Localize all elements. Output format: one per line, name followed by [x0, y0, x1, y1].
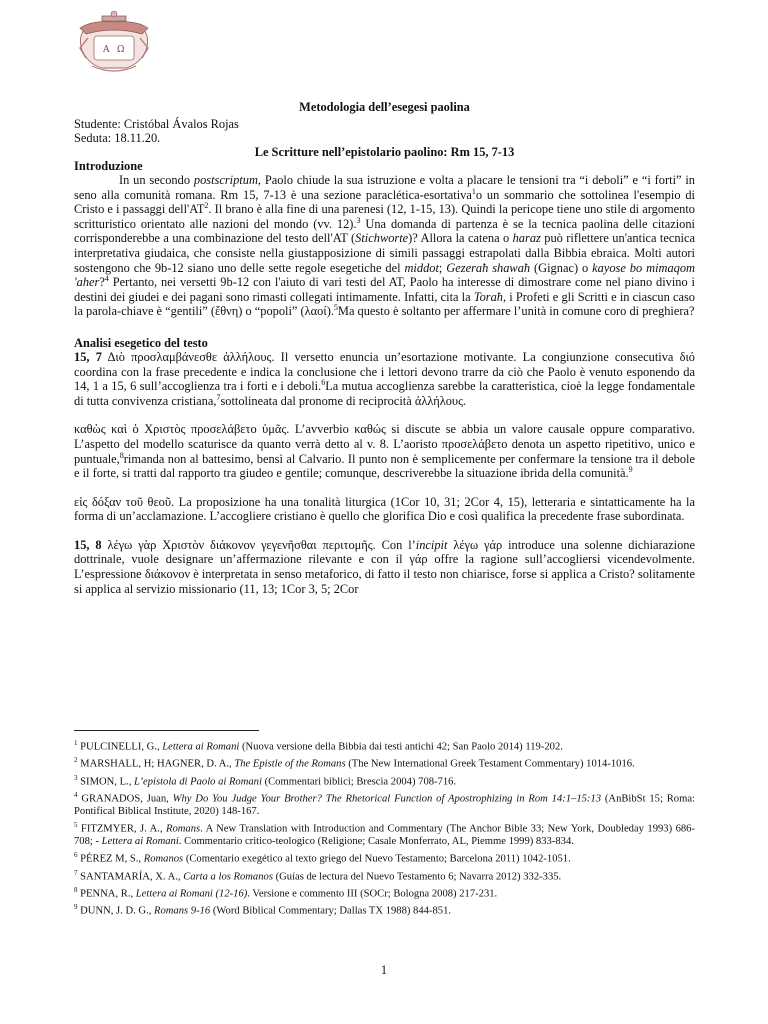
- intro-heading: Introduzione: [74, 159, 143, 173]
- footnote-number: 2: [74, 756, 78, 765]
- verse-ref: 15, 8: [74, 537, 102, 552]
- svg-text:Ω: Ω: [117, 45, 125, 55]
- footnote-ref[interactable]: 5: [333, 303, 338, 313]
- footnote-item: $^5$ FITZMYER, J. A., Romans. A New Translation with Introduction and Commentary (The Anchor Bible 33; New York, Doubleday 1993) 686-708; - Lettera ai Romani. Commentario critico-teologico (Religione; Casale Monferrato, AL, Piemme 1999) 833-834.: [74, 821, 695, 848]
- footnote-list: [74, 737, 695, 919]
- footnote-item: $^3$ SIMON, L., L’epistola di Paolo ai Romani (Commentari biblici; Brescia 2004) 708-716.: [74, 773, 457, 788]
- footnote-number: 9: [74, 903, 78, 912]
- svg-text:A: A: [103, 45, 110, 55]
- footnote-number: 3: [74, 773, 78, 782]
- footnote-number: 6: [74, 851, 78, 860]
- footnote-number: 1: [74, 739, 78, 747]
- footnote-item: $^8$ PENNA, R., Lettera ai Romani (12-16). Versione e commento III (SOCr; Bologna 2008) 217-231.: [74, 885, 498, 900]
- footnote-item: $^4$ GRANADOS, Juan, Why Do You Judge Your Brother? The Rhetorical Function of Apostrophizing in Rom 14:1–15:13 (AnBibSt 15; Roma: Pontifical Biblical Institute, 2020) 148-167.: [74, 790, 695, 818]
- footnote-ref[interactable]: 2: [204, 201, 209, 211]
- footnote-number: 8: [74, 885, 78, 894]
- footnote-item: $^2$ MARSHALL, H; HAGNER, D. A., The Epistle of the Romans (The New International Greek Testament Commentary) 1014-1016.: [74, 756, 635, 770]
- footnote-item: $^1$ PULCINELLI, G., Lettera ai Romani (Nuova versione della Bibbia dai testi antichi 42; San Paolo 2014) 119-202.: [74, 739, 563, 753]
- footnotes-section: [74, 730, 695, 919]
- footnote-item: $^7$ SANTAMARÍA, X. A., Carta a los Romanos (Guías de lectura del Nuevo Testamento 6; Navarra 2012) 332-335.: [74, 868, 562, 883]
- footnote-ref[interactable]: 3: [356, 215, 361, 225]
- verse-ref: 15, 7: [74, 349, 102, 364]
- footnote-number: 4: [74, 790, 78, 799]
- footnote-number: 7: [74, 868, 78, 877]
- footnote-ref[interactable]: 8: [119, 450, 124, 460]
- session-date: Seduta: 18.11.20.: [74, 131, 161, 145]
- footnote-ref[interactable]: 1: [471, 186, 476, 196]
- paper-title: Le Scritture nell’epistolario paolino: Rm 15, 7-13: [254, 145, 515, 159]
- doxa-paragraph: εἰς δόξαν τοῦ θεοῦ. La proposizione ha una tonalità liturgica (1Cor 10, 31; 2Cor 4, 15), letteraria e sintatticamente ha la forma di un’acclamazione. L’accogliere cristiano è quello che glorifica Dio e così qualifica la precedente frase subordinata.: [74, 494, 695, 524]
- seminary-crest-logo: [72, 8, 156, 78]
- footnote-divider: [74, 730, 259, 731]
- footnote-item: $^6$ PÉREZ M, S., Romanos (Comentario exegético al texto griego del Nuevo Testamento; Barcelona 2011) 1042-1051.: [74, 851, 571, 865]
- footnote-ref[interactable]: 7: [216, 392, 221, 402]
- course-title: Metodologia dell’esegesi paolina: [299, 100, 470, 114]
- verse-8-paragraph: 15, 8 λέγω γὰρ Χριστὸν διάκονον γεγενῆσθαι περιτομῆς. Con l’incipit λέγω γάρ introduce una solenne dichiarazione dottrinale, vuole designare un’affermazione rilevante e con il γάρ offre la ragione sull’accogliersi vicendevolmente. L’espressione διάκονον è interpretata in senso metaforico, di fatto il testo non chiarisce, forse si applica a Cristo? solitamente si applica al servizio missionario (11, 13; 1Cor 3, 5; 2Cor: [74, 537, 696, 596]
- kathos-paragraph: καθὼς καὶ ὁ Χριστὸς προσελάβετο ὑμᾶς. L’avverbio καθώς si discute se abbia un valore causale oppure comparativo. L’aspetto del modello scaturisce da quanto verrà detto al v. 8. L’aoristo προσελάβετο denota un aspetto ripetitivo, unico e puntuale,$^8$rimanda non al battesimo, bensì al Calvario. Il punto non è semplicemente per confermare la tensione tra il debole e il forte, si tratti dal rapporto tra giudeo e gentile; comunque, descriverebbe la situazione ibrida della comunità.$^9$: [74, 422, 696, 481]
- footnote-ref[interactable]: 4: [104, 274, 109, 284]
- student-name: Studente: Cristóbal Ávalos Rojas: [74, 117, 239, 131]
- verse-7-paragraph: 15, 7 Διὸ προσλαμβάνεσθε ἀλλήλους. Il versetto enuncia un’esortazione motivante. La congiunzione consecutiva διό coordina con la frase precedente e indica la conclusione che i lettori devono trarre da ciò che Paolo è venuto esponendo da 14, 1 a 15, 6 sull’accoglienza tra i forti e i deboli.$^6$La mutua accoglienza sarebbe la caratteristica, cioè la legge fondamentale di tutta convivenza cristiana,$^7$sottolineata dal pronome di reciprocità ἀλλήλους.: [74, 349, 696, 408]
- footnote-item: $^9$ DUNN, J. D. G., Romans 9-16 (Word Biblical Commentary; Dallas TX 1988) 844-851.: [74, 903, 452, 917]
- document-body: [74, 100, 695, 596]
- analysis-heading: Analisi esegetico del testo: [74, 335, 208, 350]
- footnote-ref[interactable]: 9: [628, 464, 633, 474]
- intro-paragraph: In un secondo postscriptum, Paolo chiude la sua istruzione e volta a placare le tensioni tra “i deboli” e “i forti” in seno alla comunità romana. Rm 15, 7-13 è una sezione paraclética-esortativa$^1$o un sommario che sottolinea l'esempio di Cristo e i passaggi dell'AT$^2$. Il brano è alla fine di una parenesi (12, 1-15, 13). Quindi la pericope tiene uno stile di argomento scritturistico orientato alle nazioni del mondo (vv. 12).$^3$ Una domanda di partenza è se la tecnica paolina delle citazioni corrisponderebbe a una combinazione del testo dell'AT (Stichworte)? Allora la catena o haraz può riflettere un'antica tecnica interpretativa giudaica, che consiste nella giustapposizione di simili passaggi estrapolati dalla Bibbia ebraica. Molti autori sostengono che 9b-12 siano uno delle sette regole esegetiche del middot; Gezeraħ shawaħ (Gignac) o kayose bo mimaqom 'aher?$^4$ Pertanto, nei versetti 9b-12 con l'aiuto di vari testi del AT, Paolo ha interesse di dimostrare come nel piano divino i destini dei giudei e dei pagani sono rimasti collegati intimamente. Infatti, cita la Toraħ, i Profeti e gli Scritti e in ciascun caso la parola-chiave è “gentili” (ἔθνη) o “popoli” (λαοί).$^5$Ma questo è soltanto per affermare l’unità in comune coro di preghiera?: [74, 173, 696, 319]
- page-number: 1: [380, 963, 388, 977]
- footnote-number: 5: [74, 821, 78, 830]
- seminary-crest-icon: [72, 8, 156, 78]
- footnote-ref[interactable]: 6: [321, 378, 326, 387]
